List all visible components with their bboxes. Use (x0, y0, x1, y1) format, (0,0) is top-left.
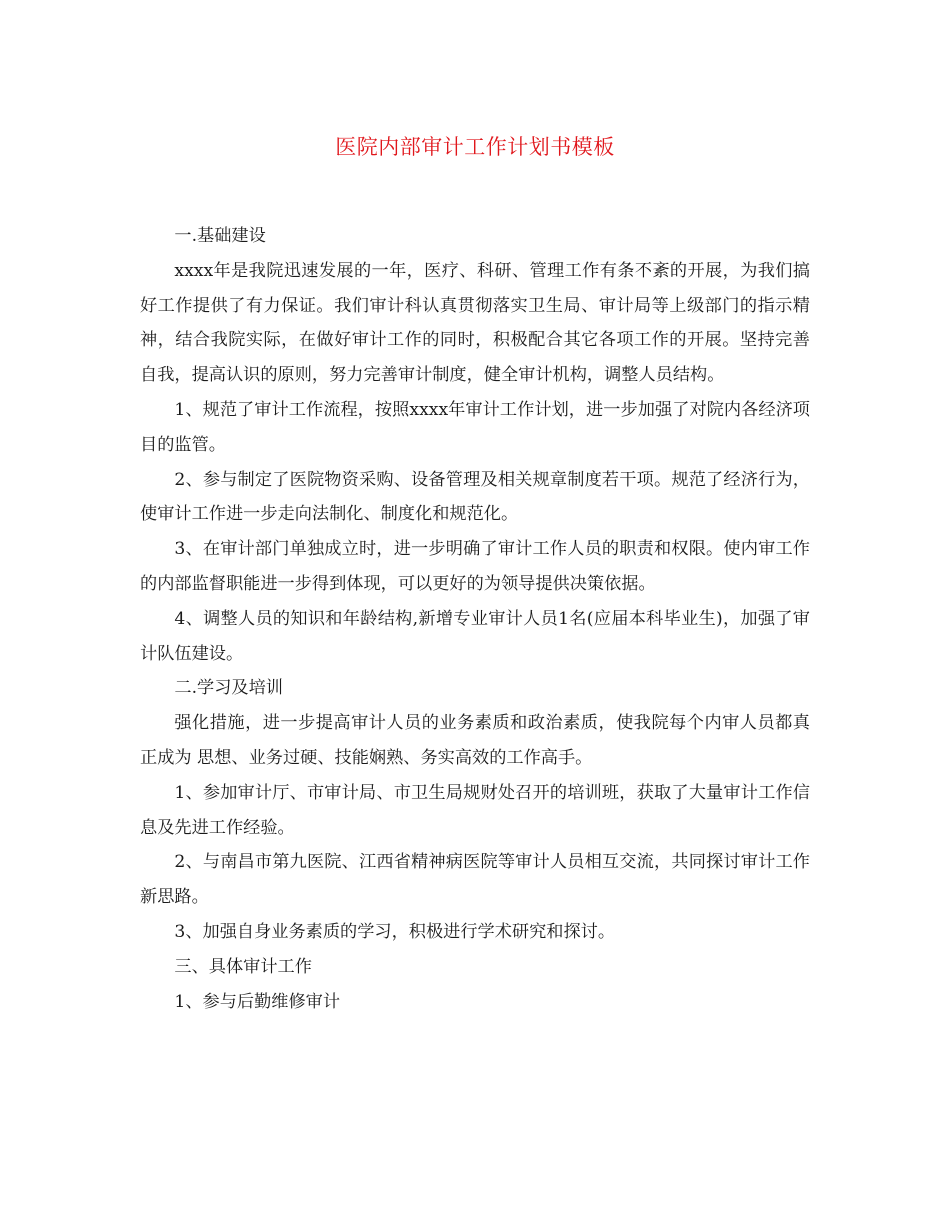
paragraph-intro: xxxx年是我院迅速发展的一年，医疗、科研、管理工作有条不紊的开展，为我们搞好工作提供了有力保证。我们审计科认真贯彻落实卫生局、审计局等上级部门的指示精神，结合我院实际，在做好审计工作的同时，积极配合其它各项工作的开展。坚持完善自我，提高认识的原则，努力完善审计制度，健全审计机构，调整人员结构。 (140, 260, 810, 386)
section-heading-audit-work: 三、具体审计工作 (174, 956, 312, 977)
audit-item-1: 1、参与后勤维修审计 (174, 991, 341, 1012)
document-title: 医院内部审计工作计划书模板 (335, 135, 615, 159)
list-item-4: 4、调整人员的知识和年龄结构,新增专业审计人员1名(应届本科毕业生)，加强了审计队伍建设。 (140, 608, 810, 664)
paragraph-training-intro: 强化措施，进一步提高审计人员的业务素质和政治素质，使我院每个内审人员都真正成为 思想、业务过硬、技能娴熟、务实高效的工作高手。 (140, 713, 810, 768)
list-item-1: 1、规范了审计工作流程，按照xxxx年审计工作计划，进一步加强了对院内各经济项目的监管。 (140, 399, 810, 455)
list-item-3: 3、在审计部门单独成立时，进一步明确了审计工作人员的职责和权限。使内审工作的内部监督职能进一步得到体现，可以更好的为领导提供决策依据。 (140, 539, 810, 594)
training-item-2: 2、与南昌市第九医院、江西省精神病医院等审计人员相互交流，共同探讨审计工作新思路。 (140, 852, 810, 908)
list-item-2: 2、参与制定了医院物资采购、设备管理及相关规章制度若干项。规范了经济行为，使审计工作进一步走向法制化、制度化和规范化。 (140, 469, 810, 525)
training-item-1: 1、参加审计厅、市审计局、市卫生局规财处召开的培训班，获取了大量审计工作信息及先进工作经验。 (140, 782, 810, 838)
training-item-3: 3、加强自身业务素质的学习，积极进行学术研究和探讨。 (174, 921, 616, 942)
section-heading-training: 二.学习及培训 (174, 678, 283, 699)
document-body (140, 219, 810, 1019)
section-heading-basic-construction: 一.基础建设 (174, 226, 266, 246)
